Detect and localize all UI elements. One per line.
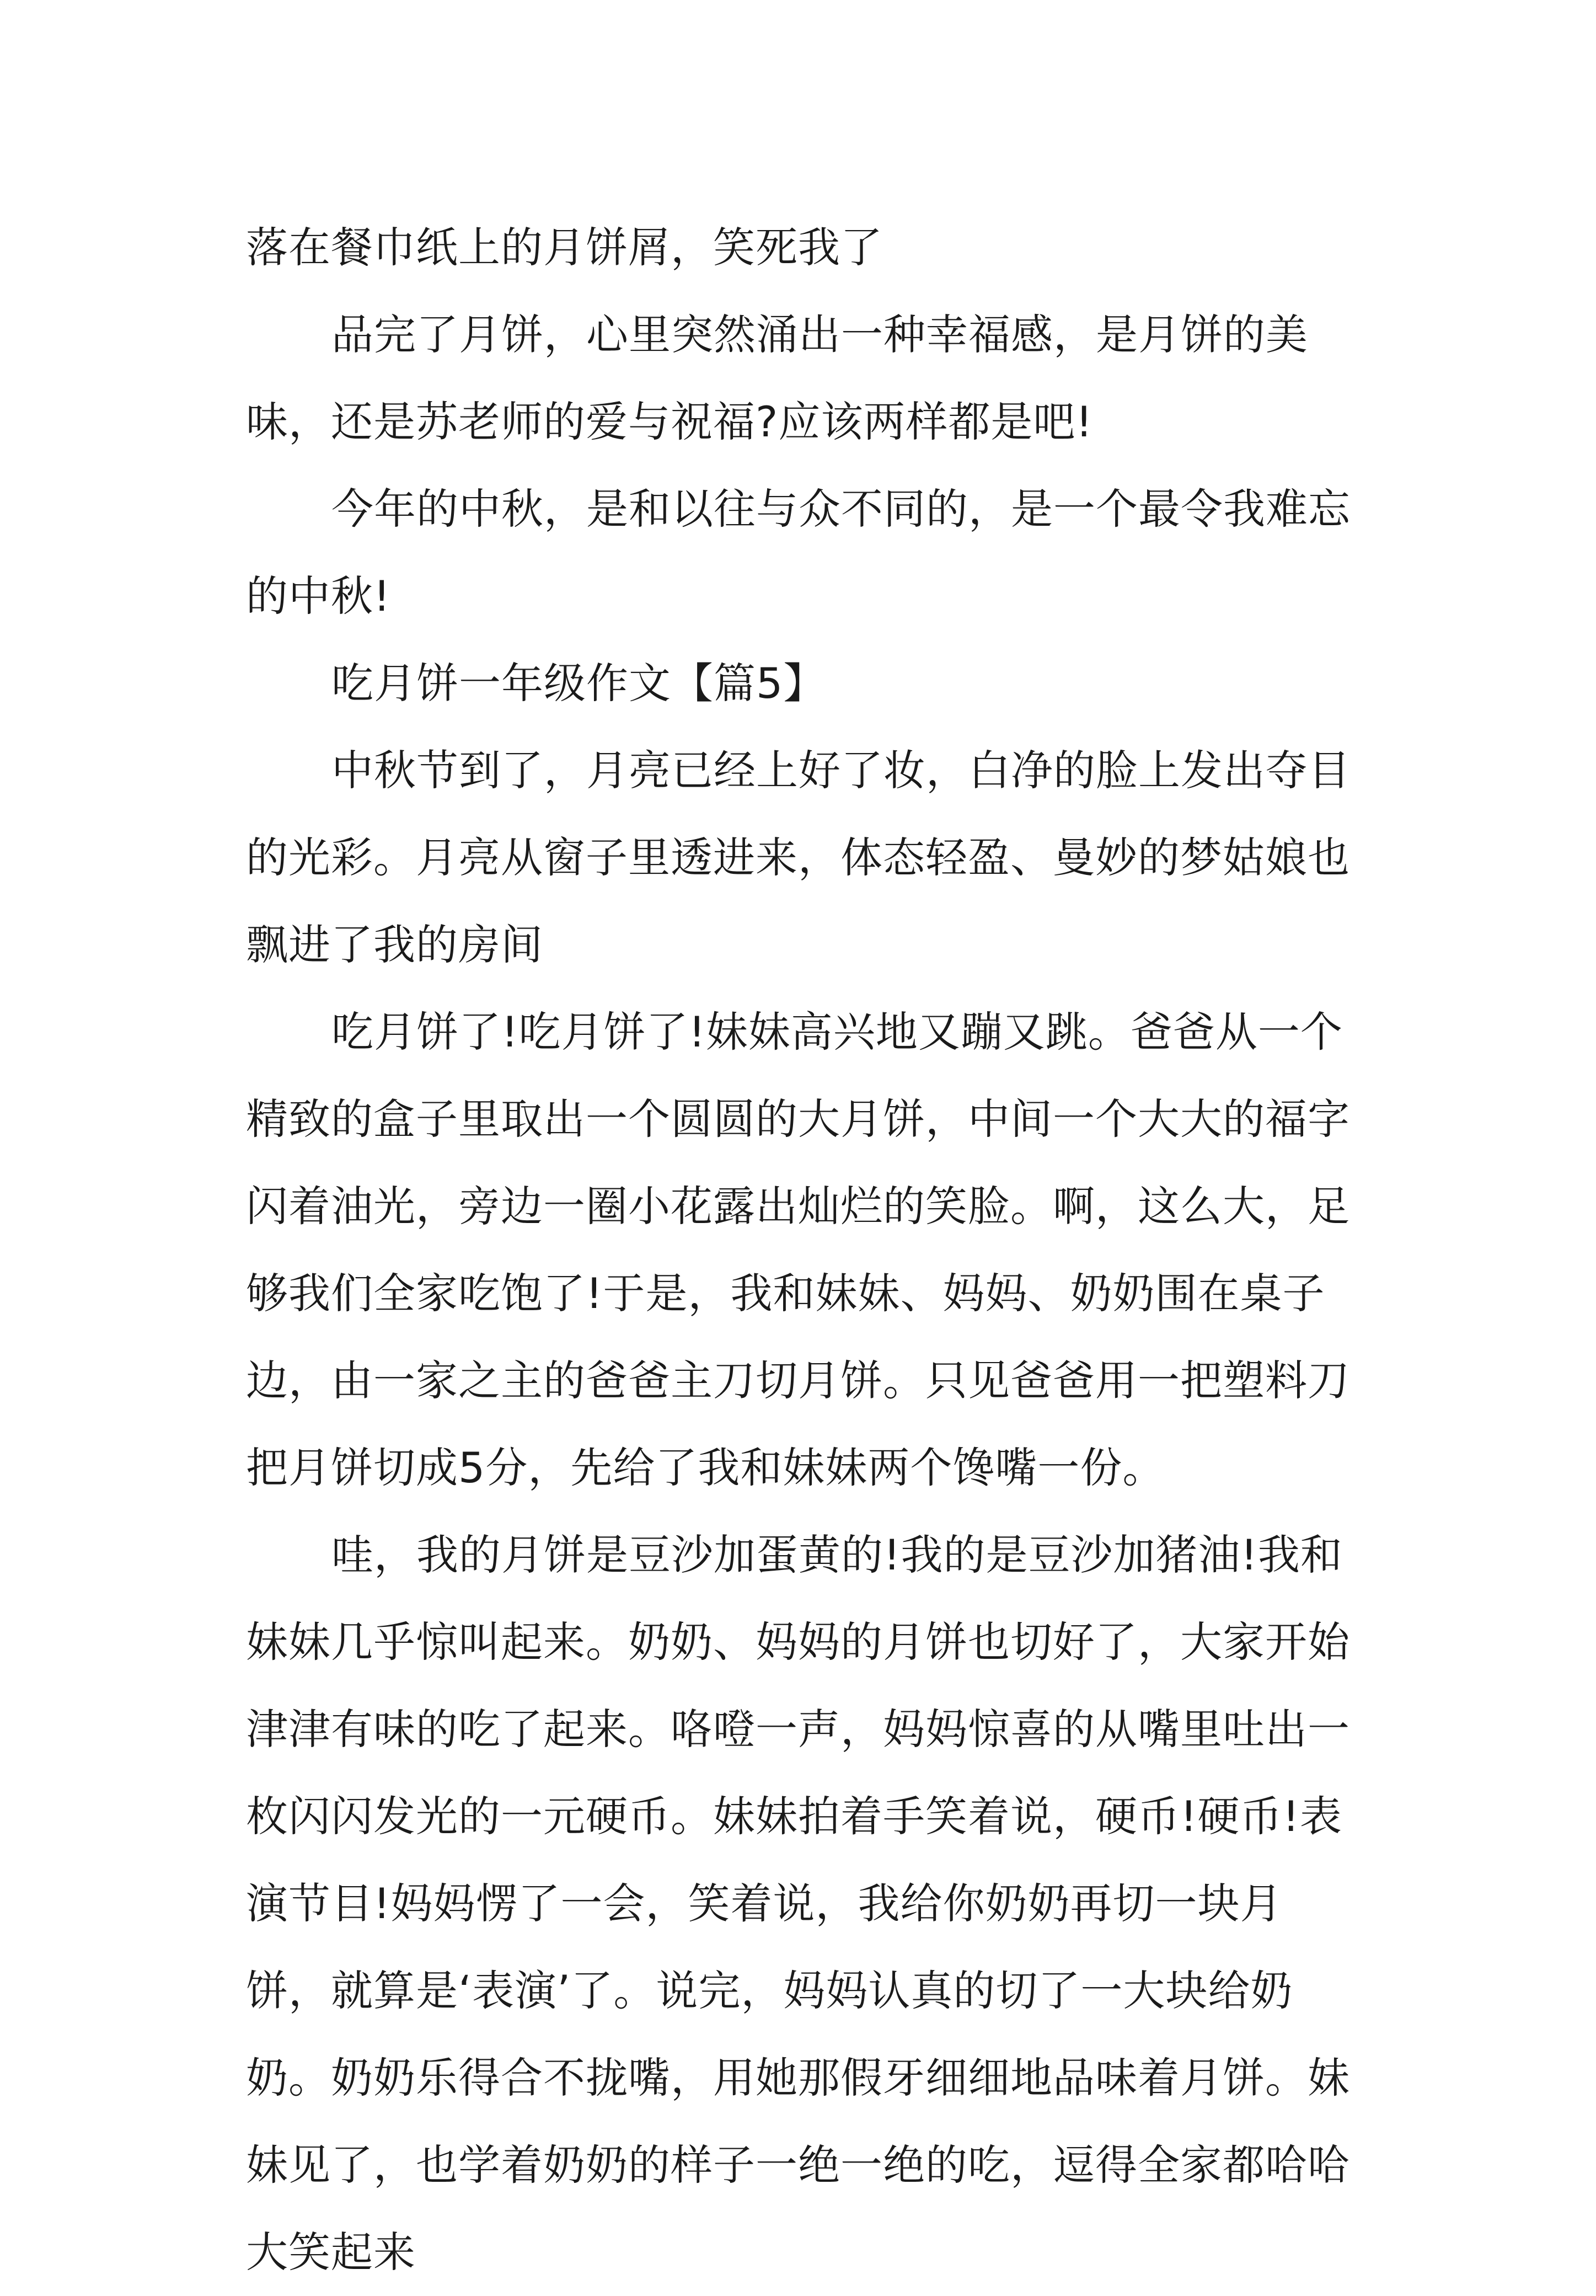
paragraph-2: 品完了月饼，心里突然涌出一种幸福感，是月饼的美味，还是苏老师的爱与祝福?应该两样都是吧! bbox=[246, 310, 1308, 446]
document-body bbox=[246, 204, 1365, 2296]
paragraph-1: 落在餐巾纸上的月饼屑，笑死我了 bbox=[246, 223, 883, 272]
paragraph-3: 今年的中秋，是和以往与众不同的，是一个最令我难忘的中秋! bbox=[246, 484, 1351, 621]
paragraph-4: 中秋节到了，月亮已经上好了妆，白净的脸上发出夺目的光彩。月亮从窗子里透进来，体态轻盈、曼妙的梦姑娘也飘进了我的房间 bbox=[246, 746, 1351, 969]
section-heading: 吃月饼一年级作文【篇5】 bbox=[331, 659, 826, 708]
paragraph-5: 吃月饼了!吃月饼了!妹妹高兴地又蹦又跳。爸爸从一个精致的盒子里取出一个圆圆的大月饼，中间一个大大的福字闪着油光，旁边一圈小花露出灿烂的笑脸。啊，这么大，足够我们全家吃饱了!于是，我和妹妹、妈妈、奶奶围在桌子边，由一家之主的爸爸主刀切月饼。只见爸爸用一把塑料刀把月饼切成5分，先给了我和妹妹两个馋嘴一份。 bbox=[246, 1007, 1350, 1492]
paragraph-6: 哇，我的月饼是豆沙加蛋黄的!我的是豆沙加猪油!我和妹妹几乎惊叫起来。奶奶、妈妈的月饼也切好了，大家开始津津有味的吃了起来。咯噔一声，妈妈惊喜的从嘴里吐出一枚闪闪发光的一元硬币。妹妹拍着手笑着说，硬币!硬币!表演节目!妈妈愣了一会，笑着说，我给你奶奶再切一块月饼，就算是‘表演’了。说完，妈妈认真的切了一大块给奶奶。奶奶乐得合不拢嘴，用她那假牙细细地品味着月饼。妹妹见了，也学着奶奶的样子一绝一绝的吃，逗得全家都哈哈大笑起来 bbox=[246, 1530, 1350, 2277]
